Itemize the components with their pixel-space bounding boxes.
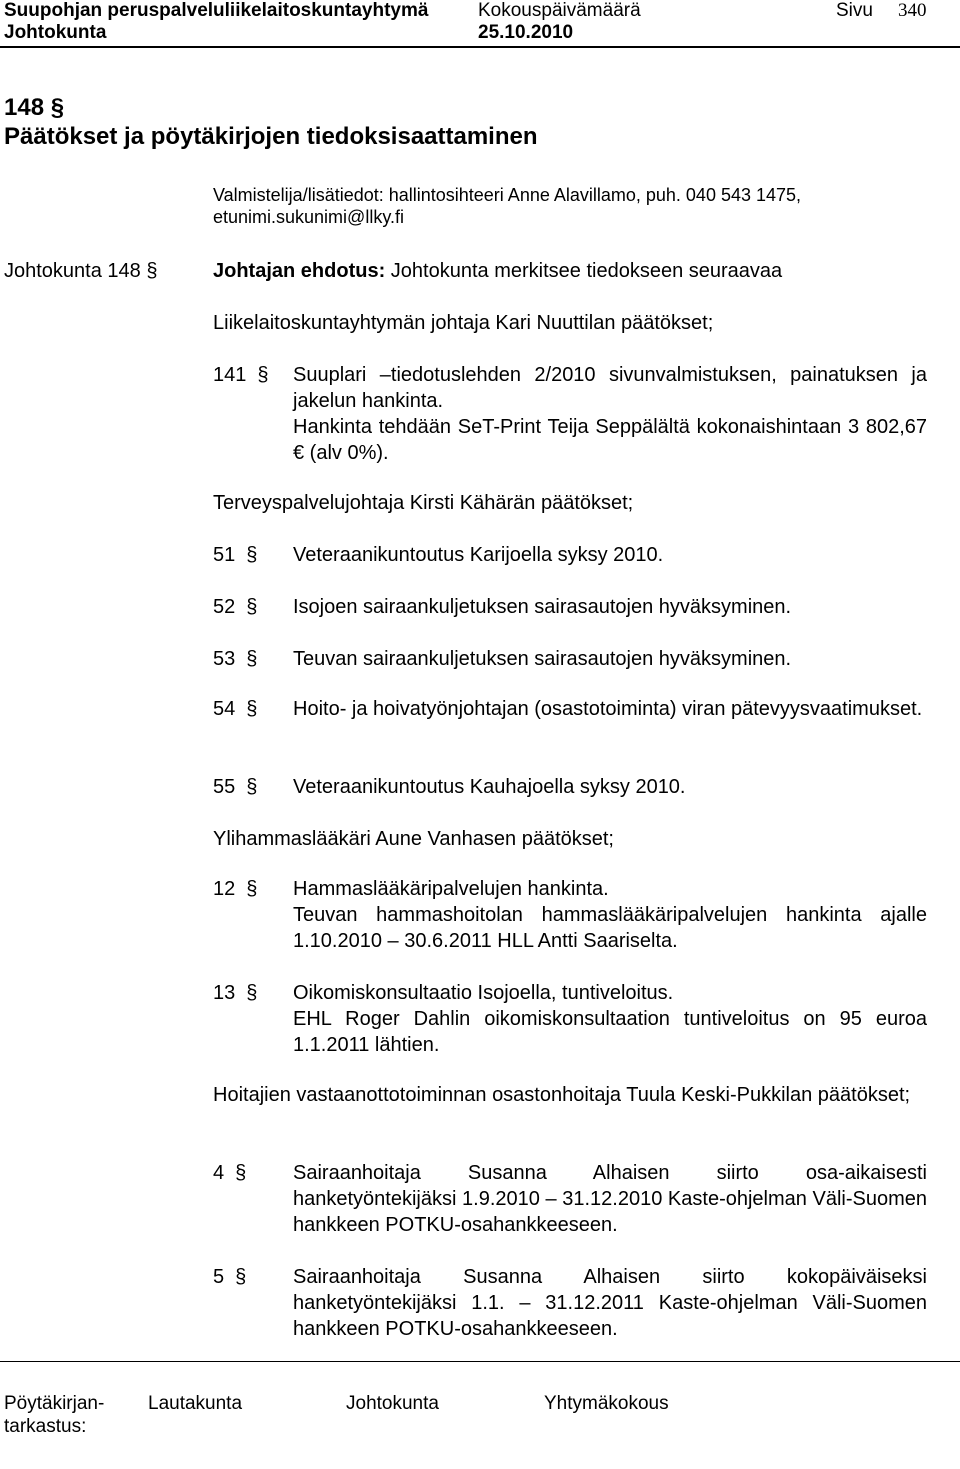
paragraph-sign-icon: § (246, 982, 258, 1004)
preparer-line: Valmistelija/lisätiedot: hallintosihteeri Anne Alavillamo, puh. 040 543 1475, (213, 185, 802, 205)
paragraph-sign-icon: § (246, 776, 258, 798)
item-number: 12 § (213, 876, 263, 902)
header-doc-type: Kokouspäivämäärä (478, 0, 641, 21)
item-number: 4 § (213, 1160, 252, 1186)
item-text: Sairaanhoitaja Susanna Alhaisen siirto osa-aikaisesti hanketyöntekijäksi 1.9.2010 – 31.12.2010 Kaste-ohjelman Väli-Suomen hankkeen POTKU-osahankkeeseen. (293, 1162, 927, 1236)
paragraph-sign-icon: § (50, 94, 65, 121)
paragraph-sign-icon: § (257, 364, 269, 386)
item-text: Oikomiskonsultaatio Isojoella, tuntiveloitus. EHL Roger Dahlin oikomiskonsultaation tuntiveloitus on 95 euroa 1.1.2011 lähtien. (293, 982, 927, 1056)
item-text: Isojoen sairaankuljetuksen sairasautojen hyväksyminen. (293, 596, 792, 618)
section-number: 148 § (4, 94, 65, 121)
proposal-bold-label: Johtajan ehdotus: (213, 260, 386, 282)
paragraph-sign-icon: § (246, 544, 258, 566)
footer-checker-label: Pöytäkirjan- tarkastus: (4, 1393, 105, 1437)
header-body: Johtokunta (4, 22, 107, 43)
header-page-label: Sivu (836, 0, 873, 21)
item-text: Veteraanikuntoutus Karijoella syksy 2010. (293, 544, 664, 566)
group-heading: Ylihammaslääkäri Aune Vanhasen päätökset; (213, 828, 614, 850)
paragraph-sign-icon: § (246, 596, 258, 618)
preparer-email: etunimi.sukunimi@llky.fi (213, 207, 404, 227)
footer-directorate: Johtokunta (346, 1393, 439, 1414)
item-text: Hoito- ja hoivatyönjohtajan (osastotoiminta) viran pätevyysvaatimukset. (293, 698, 923, 720)
footer-assembly: Yhtymäkokous (544, 1393, 669, 1414)
header-rule (0, 46, 960, 48)
item-number: 5 § (213, 1264, 252, 1290)
paragraph-sign-icon: § (246, 698, 258, 720)
item-text: Hammaslääkäripalvelujen hankinta. Teuvan hammashoitolan hammaslääkäripalvelujen hankinta ajalle 1.10.2010 – 30.6.2011 HLL Antti Saariselta. (293, 878, 927, 952)
item-number: 141 § (213, 362, 274, 388)
paragraph-sign-icon: § (235, 1162, 247, 1184)
paragraph-sign-icon: § (246, 648, 258, 670)
item-text: Veteraanikuntoutus Kauhajoella syksy 2010. (293, 776, 686, 798)
group-heading: Hoitajien vastaanottotoiminnan osastonhoitaja Tuula Keski-Pukkilan päätökset; (213, 1084, 911, 1106)
proposal-text: Johtokunta merkitsee tiedokseen seuraavaa (390, 260, 783, 282)
item-number: 51 § (213, 542, 263, 568)
item-number: 13 § (213, 980, 263, 1006)
item-text: Sairaanhoitaja Susanna Alhaisen siirto kokopäiväiseksi hanketyöntekijäksi 1.1. – 31.12.2011 Kaste-ohjelman Väli-Suomen hankkeen POTKU-osahankkeeseen. (293, 1266, 927, 1340)
item-number: 53 § (213, 646, 263, 672)
header-date: 25.10.2010 (478, 22, 574, 43)
group-heading: Terveyspalvelujohtaja Kirsti Kähärän päätökset; (213, 492, 634, 514)
section-title: Päätökset ja pöytäkirjojen tiedoksisaattaminen (4, 123, 538, 150)
paragraph-sign-icon: § (146, 260, 158, 282)
paragraph-sign-icon: § (246, 878, 258, 900)
footer-board: Lautakunta (148, 1393, 243, 1414)
footer-rule (0, 1361, 960, 1362)
margin-label: Johtokunta 148 § (4, 260, 158, 282)
item-number: 54 § (213, 696, 263, 722)
paragraph-sign-icon: § (235, 1266, 247, 1288)
item-text: Teuvan sairaankuljetuksen sairasautojen hyväksyminen. (293, 648, 792, 670)
item-number: 52 § (213, 594, 263, 620)
proposal-line (213, 258, 782, 284)
header-page-number: 340 (898, 0, 927, 21)
item-number: 55 § (213, 774, 263, 800)
header-org: Suupohjan peruspalveluliikelaitoskuntayhtymä (4, 0, 429, 21)
group-heading: Liikelaitoskuntayhtymän johtaja Kari Nuuttilan päätökset; (213, 312, 714, 334)
item-text: Suuplari –tiedotuslehden 2/2010 sivunvalmistuksen, painatuksen ja jakelun hankinta. Hankinta tehdään SeT-Print Teija Seppälältä kokonaishintaan 3 802,67 € (alv 0%). (293, 364, 927, 464)
